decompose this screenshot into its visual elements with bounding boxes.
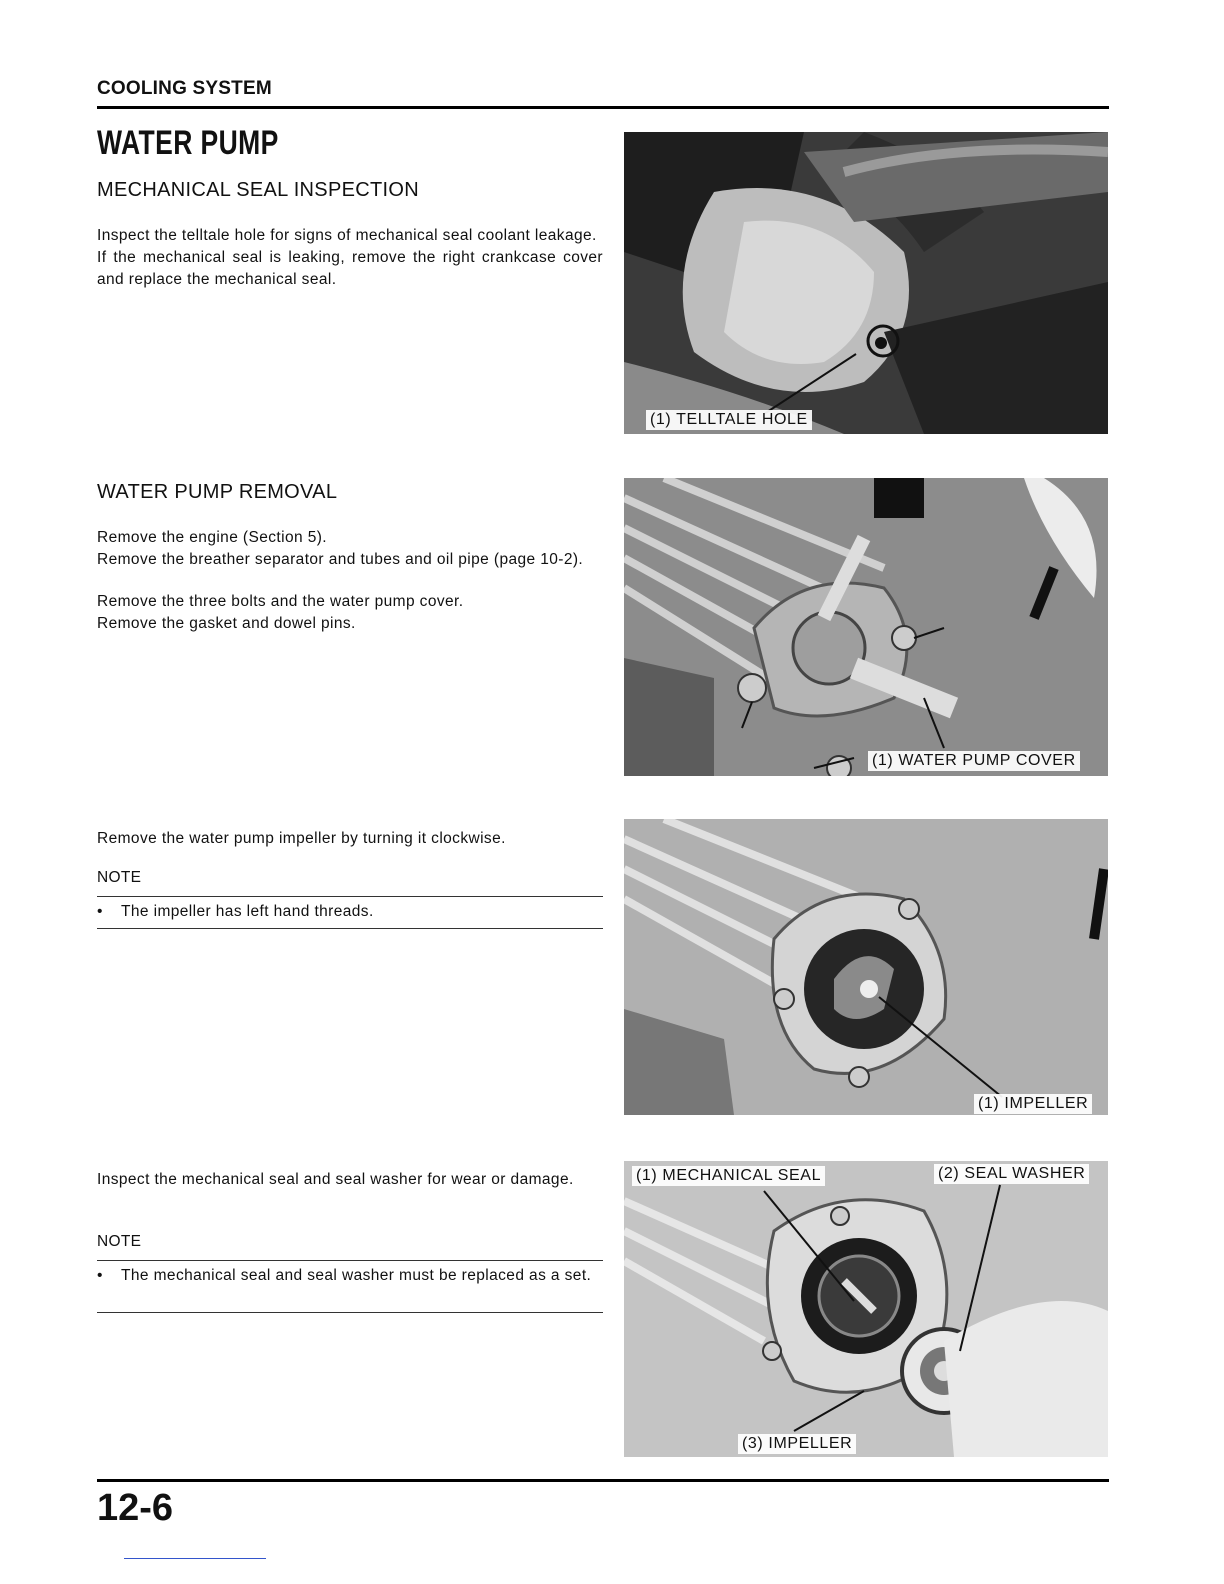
seal-text — [97, 1169, 603, 1191]
footer-link-underline — [124, 1558, 266, 1559]
impeller-note-item — [97, 901, 603, 923]
impeller-note-label: NOTE — [97, 869, 142, 886]
mechanical-seal-photo-art — [624, 1161, 1108, 1457]
water-pump-cover-callout: (1) WATER PUMP COVER — [868, 751, 1080, 771]
impeller-para-1: Remove the water pump impeller by turning it clockwise. — [97, 830, 506, 847]
impeller-note-text: The impeller has left hand threads. — [121, 903, 374, 920]
removal-para-1: Remove the engine (Section 5). — [97, 529, 327, 546]
water-pump-cover-photo — [624, 478, 1108, 776]
seal-note-item — [97, 1265, 603, 1287]
seal-note-rule-top — [97, 1260, 603, 1261]
seal-note-text: The mechanical seal and seal washer must be replaced as a set. — [121, 1267, 592, 1284]
footer-rule — [97, 1479, 1109, 1482]
removal-heading: WATER PUMP REMOVAL — [97, 481, 338, 503]
impeller-note-rule-top — [97, 896, 603, 897]
seal-impeller-callout: (3) IMPELLER — [738, 1434, 856, 1454]
seal-washer-callout: (2) SEAL WASHER — [934, 1164, 1089, 1184]
mechanical-seal-callout: (1) MECHANICAL SEAL — [632, 1166, 825, 1186]
bullet-icon: • — [97, 903, 103, 920]
bullet-icon: • — [97, 1267, 103, 1284]
telltale-hole-callout: (1) TELLTALE HOLE — [646, 410, 812, 430]
impeller-photo — [624, 819, 1108, 1115]
seal-note-rule-bottom — [97, 1312, 603, 1313]
seal-para-1: Inspect the mechanical seal and seal washer for wear or damage. — [97, 1171, 574, 1188]
page-title: WATER PUMP — [97, 124, 279, 162]
inspection-text — [97, 225, 603, 291]
impeller-photo-art — [624, 819, 1108, 1115]
inspection-para-1: Inspect the telltale hole for signs of mechanical seal coolant leakage. — [97, 227, 597, 244]
mechanical-seal-photo — [624, 1161, 1108, 1457]
inspection-para-2: If the mechanical seal is leaking, remove the right crankcase cover and replace the mechanical seal. — [97, 249, 603, 288]
seal-note-label: NOTE — [97, 1233, 142, 1250]
removal-para-4: Remove the gasket and dowel pins. — [97, 615, 356, 632]
section-header: COOLING SYSTEM — [97, 78, 272, 99]
header-rule — [97, 106, 1109, 109]
inspection-heading: MECHANICAL SEAL INSPECTION — [97, 179, 419, 201]
impeller-callout: (1) IMPELLER — [974, 1094, 1092, 1114]
telltale-hole-photo-art — [624, 132, 1108, 434]
removal-para-3: Remove the three bolts and the water pump cover. — [97, 593, 464, 610]
telltale-hole-photo — [624, 132, 1108, 434]
water-pump-cover-photo-art — [624, 478, 1108, 776]
page-number: 12-6 — [97, 1487, 174, 1529]
removal-para-2: Remove the breather separator and tubes and oil pipe (page 10-2). — [97, 551, 584, 568]
impeller-note-rule-bottom — [97, 928, 603, 929]
impeller-text — [97, 828, 603, 850]
removal-text — [97, 527, 603, 635]
